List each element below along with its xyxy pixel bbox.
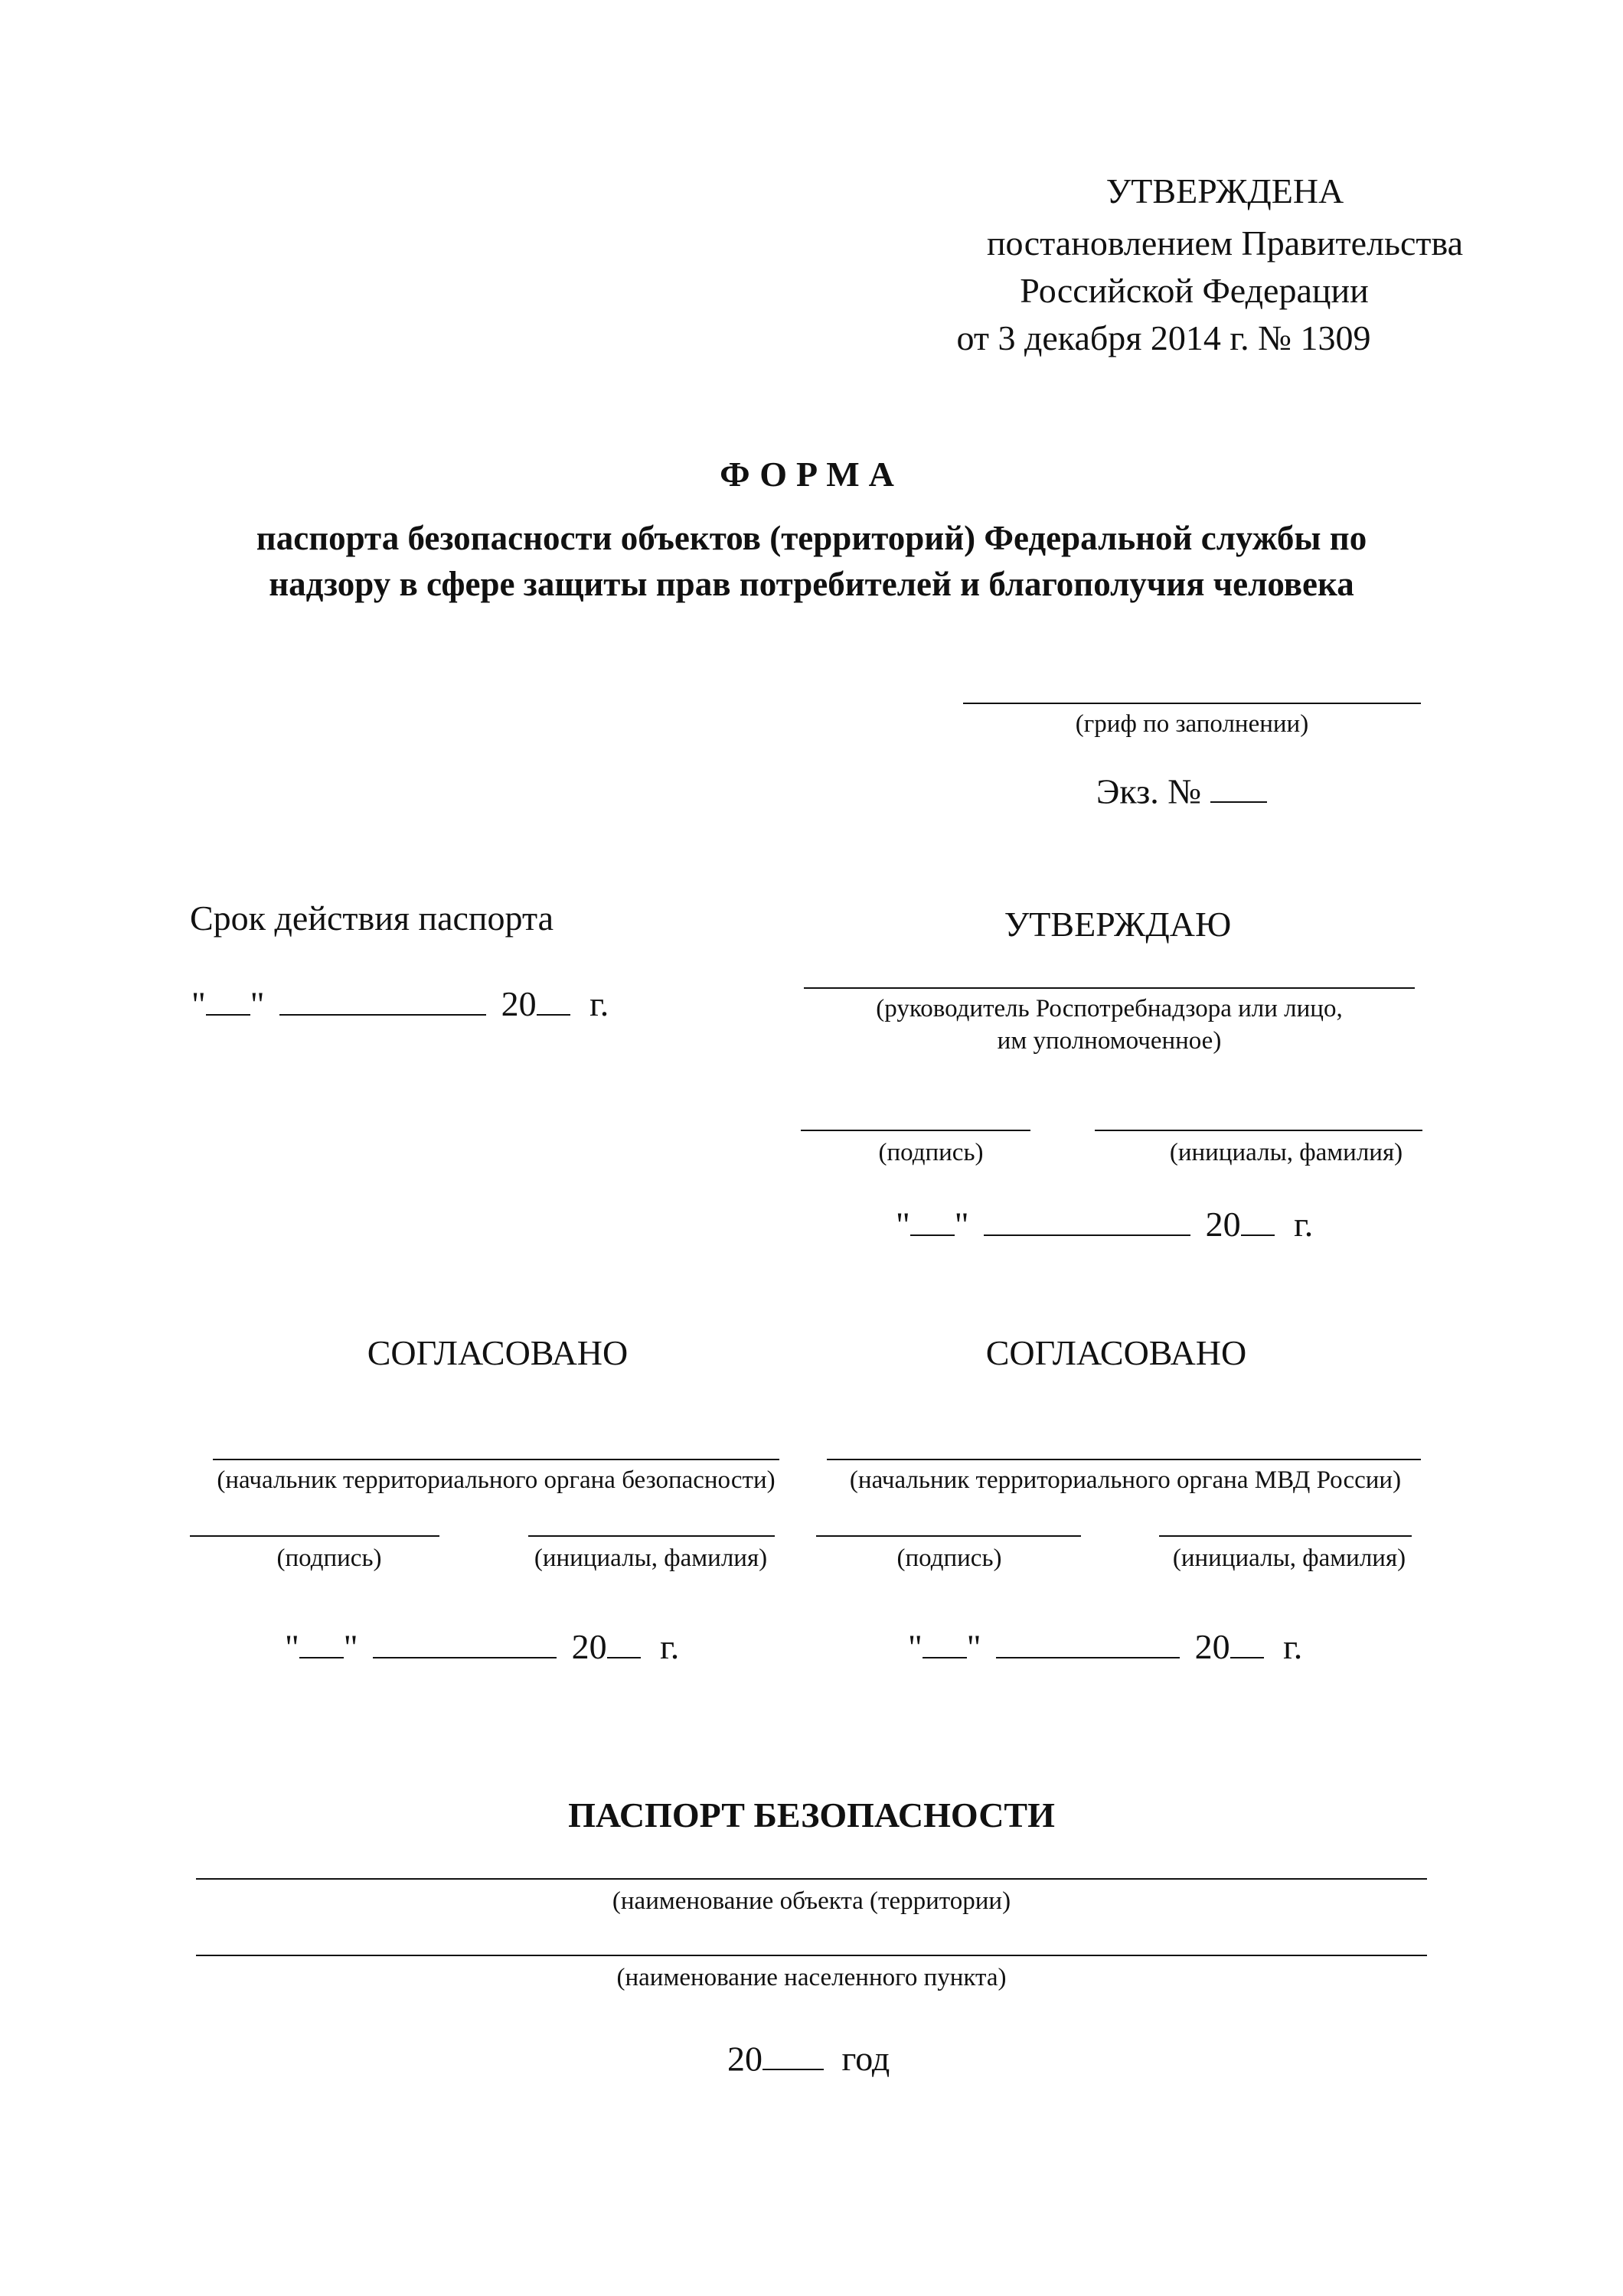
validity-label: Срок действия паспорта: [190, 899, 554, 938]
passport-year: 20 год: [727, 2037, 890, 2080]
agreed-left-month-blank: [373, 1626, 557, 1658]
agreed-right-caption: (начальник территориального органа МВД России): [849, 1466, 1402, 1494]
approve-line: [804, 987, 1415, 989]
approve-title: УТВЕРЖДАЮ: [1004, 905, 1232, 944]
passport-title: ПАСПОРТ БЕЗОПАСНОСТИ: [568, 1795, 1055, 1835]
approval-line-1: постановлением Правительства: [986, 223, 1464, 263]
copy-number-blank: [1210, 770, 1267, 803]
grif-caption: (гриф по заполнении): [1075, 710, 1309, 738]
agreed-right-date: " " 20 г.: [908, 1626, 1302, 1668]
agreed-right-line: [827, 1459, 1421, 1460]
approval-line-2: Российской Федерации: [1020, 271, 1369, 310]
copy-number: [1096, 770, 1267, 813]
passport-locality-line: [196, 1955, 1427, 1956]
agreed-left-day-blank: [299, 1626, 344, 1658]
passport-locality-caption: (наименование населенного пункта): [616, 1964, 1007, 1991]
approve-date: " " 20 г.: [896, 1203, 1313, 1246]
approve-signature-line: [801, 1130, 1030, 1131]
approve-year-blank: [1241, 1203, 1275, 1236]
approve-initials-caption: (инициалы, фамилия): [1169, 1139, 1403, 1166]
agreed-left-signature-caption: (подпись): [276, 1544, 382, 1572]
agreed-left-caption: (начальник территориального органа безопасности): [217, 1466, 776, 1494]
agreed-right-signature-line: [816, 1535, 1081, 1537]
passport-year-blank: [763, 2037, 824, 2070]
agreed-right-initials-line: [1159, 1535, 1412, 1537]
approve-caption-line-1: (руководитель Роспотребнадзора или лицо,: [876, 995, 1343, 1022]
validity-year-blank: [537, 983, 570, 1016]
agreed-right-signature-caption: (подпись): [896, 1544, 1002, 1572]
agreed-left-initials-caption: (инициалы, фамилия): [534, 1544, 768, 1572]
agreed-right-year-blank: [1230, 1626, 1264, 1658]
validity-month-blank: [279, 983, 486, 1016]
copy-number-label: Экз. №: [1096, 771, 1202, 811]
approval-title: УТВЕРЖДЕНА: [1105, 171, 1344, 210]
agreed-right-title: СОГЛАСОВАНО: [985, 1333, 1247, 1372]
agreed-right-day-blank: [923, 1626, 967, 1658]
grif-line: [963, 703, 1421, 704]
agreed-left-year-blank: [607, 1626, 641, 1658]
passport-object-line: [196, 1878, 1427, 1880]
approve-caption-line-2: им уполномоченное): [997, 1027, 1222, 1055]
form-subtitle-line-1: паспорта безопасности объектов (территорий) Федеральной службы по: [256, 519, 1367, 557]
agreed-right-initials-caption: (инициалы, фамилия): [1172, 1544, 1406, 1572]
validity-date: " " 20 г.: [191, 983, 609, 1026]
validity-day-blank: [206, 983, 250, 1016]
agreed-left-signature-line: [190, 1535, 439, 1537]
form-heading: ФОРМА: [720, 455, 903, 494]
agreed-left-date: " " 20 г.: [285, 1626, 679, 1668]
agreed-left-title: СОГЛАСОВАНО: [367, 1333, 629, 1372]
agreed-left-initials-line: [528, 1535, 775, 1537]
passport-object-caption: (наименование объекта (территории): [612, 1887, 1011, 1915]
approve-day-blank: [910, 1203, 955, 1236]
agreed-right-month-blank: [996, 1626, 1180, 1658]
approve-month-blank: [984, 1203, 1190, 1236]
form-subtitle-line-2: надзору в сфере защиты прав потребителей и благополучия человека: [269, 565, 1354, 603]
approve-initials-line: [1095, 1130, 1422, 1131]
agreed-left-line: [213, 1459, 779, 1460]
approval-line-3: от 3 декабря 2014 г. № 1309: [956, 318, 1371, 357]
approve-signature-caption: (подпись): [878, 1139, 984, 1166]
